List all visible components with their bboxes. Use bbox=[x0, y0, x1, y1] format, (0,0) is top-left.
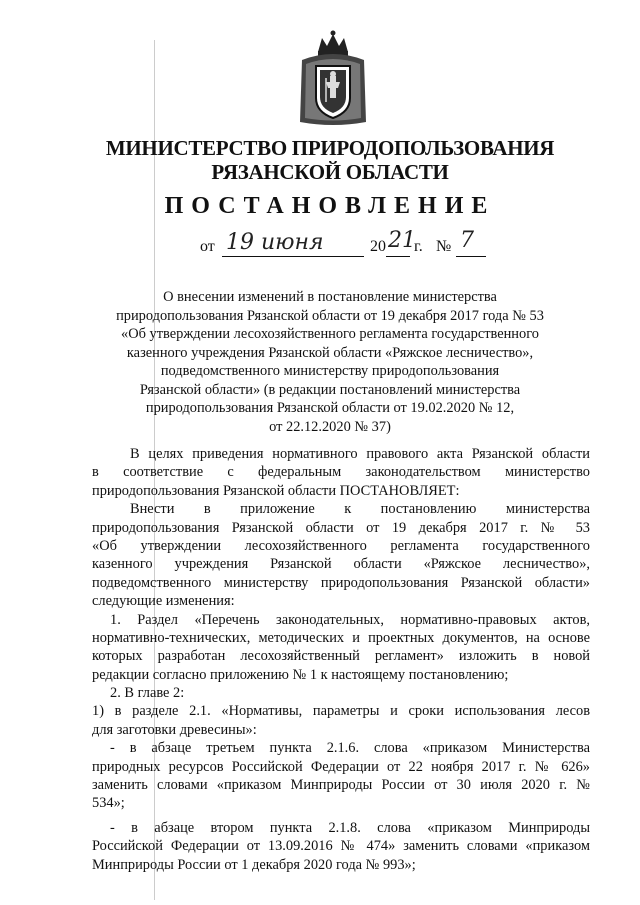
body-line: «Об утверждении лесохозяйственного регламента государственного bbox=[92, 537, 590, 554]
subject-line: природопользования Рязанской области от 19 декабря 2017 года № 53 bbox=[116, 307, 544, 324]
coat-of-arms-icon bbox=[296, 30, 370, 130]
ministry-name-line1: МИНИСТЕРСТВО ПРИРОДОПОЛЬЗОВАНИЯ bbox=[105, 136, 555, 160]
year-underline bbox=[386, 256, 410, 257]
body-line: 534»; bbox=[92, 795, 125, 812]
body-line: Российской Федерации от 13.09.2016 № 474» заменить словами «приказом bbox=[92, 838, 590, 855]
body-line: - в абзаце третьем пункта 2.1.6. слова «приказом Министерства bbox=[110, 740, 590, 757]
body-line: редакции согласно приложению № 1 к настоящему постановлению; bbox=[92, 666, 509, 683]
number-label: № bbox=[436, 238, 452, 255]
body-line: нормативно-технических, методических и проектных документов, на основе bbox=[92, 629, 590, 646]
body-line: природопользования Рязанской области от 19 декабря 2017 г. № 53 bbox=[92, 519, 590, 536]
decree-body bbox=[92, 445, 590, 874]
body-line: казенного учреждения Рязанской области «Ряжское лесничество», bbox=[92, 556, 590, 573]
body-line: следующие изменения: bbox=[92, 593, 235, 610]
handwritten-year: 21 bbox=[388, 228, 416, 253]
subject-line: подведомственного министерству природопользования bbox=[160, 363, 500, 379]
subject-line: казенного учреждения Рязанской области «Ряжское лесничество», bbox=[126, 344, 534, 361]
subject-line: О внесении изменений в постановление министерства bbox=[163, 289, 497, 305]
date-number-line bbox=[0, 228, 640, 262]
handwritten-date: 19 июня bbox=[226, 230, 324, 255]
body-line: подведомственного министерству природопользования Рязанской области» bbox=[92, 574, 590, 591]
body-line: 1. Раздел «Перечень законодательных, нормативно-правовых актов, bbox=[110, 611, 590, 628]
year-mark: г. bbox=[414, 238, 423, 255]
body-line: 1) в разделе 2.1. «Нормативы, параметры и сроки использования лесов bbox=[92, 703, 590, 720]
body-line: заменить словами «приказом Минприроды России от 30 июля 2020 г. № bbox=[92, 777, 590, 794]
ministry-name-line2: РЯЗАНСКОЙ ОБЛАСТИ bbox=[211, 160, 449, 184]
date-prefix: от bbox=[200, 238, 215, 255]
body-line: природопользования Рязанской области ПОСТАНОВЛЯЕТ: bbox=[92, 482, 460, 499]
body-line: для заготовки древесины»: bbox=[92, 721, 257, 738]
number-underline bbox=[456, 256, 486, 257]
handwritten-number: 7 bbox=[460, 228, 474, 253]
year-prefix: 20 bbox=[370, 238, 386, 255]
subject-line: Рязанской области» (в редакции постановлений министерства bbox=[139, 381, 521, 398]
body-line: Внести в приложение к постановлению министерства bbox=[130, 501, 590, 518]
body-line: - в абзаце втором пункта 2.1.8. слова «приказом Минприроды bbox=[110, 819, 590, 836]
subject-line: от 22.12.2020 № 37) bbox=[269, 418, 391, 435]
body-line: которых разработан лесохозяйственный регламент» изложить в новой bbox=[92, 648, 590, 665]
body-line: природных ресурсов Российской Федерации от 22 ноября 2017 г. № 626» bbox=[92, 758, 590, 775]
subject-line: природопользования Рязанской области от 19.02.2020 № 12, bbox=[145, 400, 515, 416]
body-line: В целях приведения нормативного правового акта Рязанской области bbox=[130, 446, 590, 462]
subject-line: «Об утверждении лесохозяйственного регламента государственного bbox=[121, 326, 539, 342]
body-line: Минприроды России от 1 декабря 2020 года № 993»; bbox=[92, 856, 416, 873]
body-line: в соответствие с федеральным законодательством министерство bbox=[92, 464, 590, 481]
document-type-title: ПОСТАНОВЛЕНИЕ bbox=[164, 193, 496, 219]
body-line: 2. В главе 2: bbox=[110, 685, 185, 702]
date-underline bbox=[222, 256, 364, 257]
decree-subject bbox=[110, 288, 550, 436]
